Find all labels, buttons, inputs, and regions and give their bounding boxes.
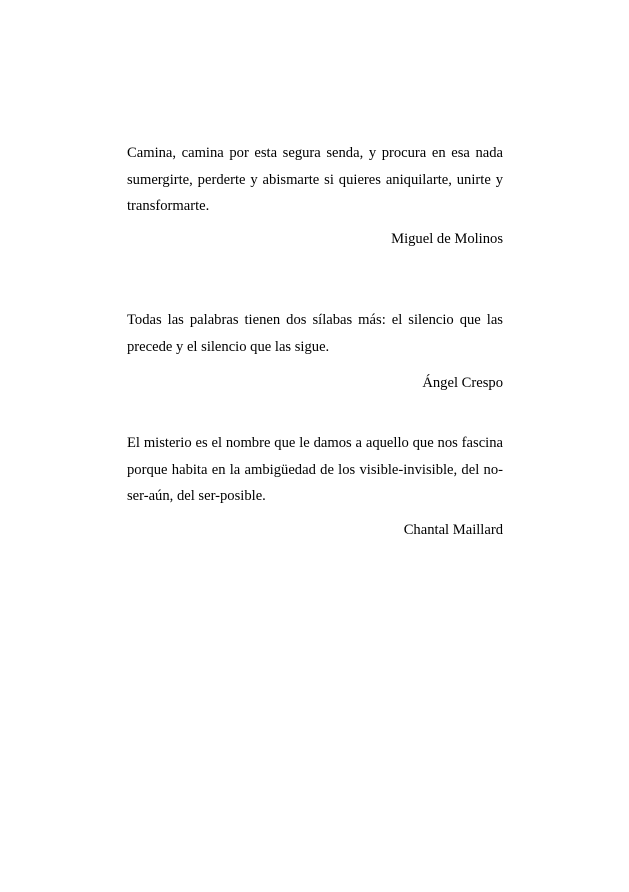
epigraph-2 [127, 307, 503, 393]
quote-author: Chantal Maillard [403, 521, 503, 538]
quote-author: Miguel de Molinos [391, 230, 503, 247]
epigraph-3 [127, 430, 503, 540]
quote-text: Camina, camina por esta segura senda, y procura en esa nada sumergirte, perderte y abismarte si quieres aniquilarte, unirte y transformarte. [127, 145, 503, 214]
quote-text: El misterio es el nombre que le damos a aquello que nos fascina porque habita en la ambigüedad de los visible-invisible, del no-ser-aún, del ser-posible. [127, 435, 503, 504]
epigraph-1 [127, 140, 503, 249]
quote-author: Ángel Crespo [422, 375, 503, 391]
quote-text: Todas las palabras tienen dos sílabas más: el silencio que las precede y el silencio que las sigue. [127, 312, 503, 355]
